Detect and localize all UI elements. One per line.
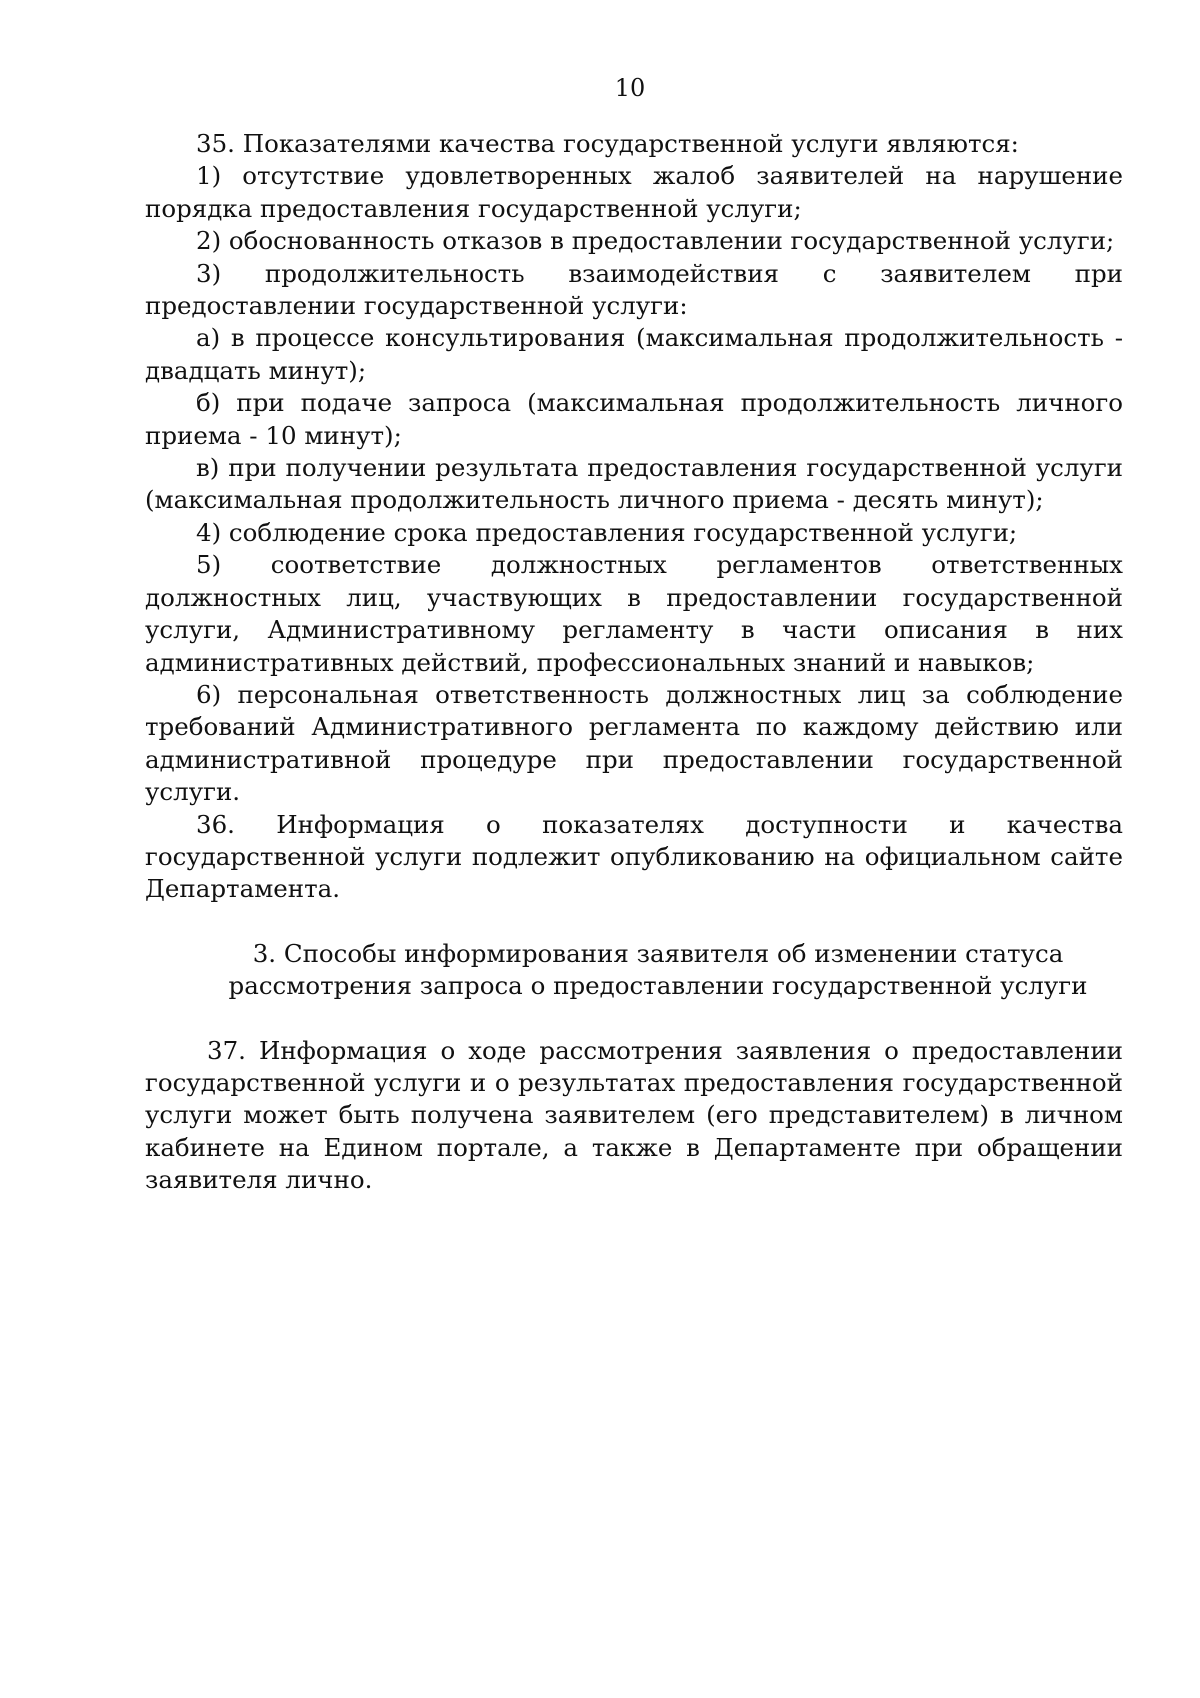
spacer bbox=[145, 906, 1123, 938]
paragraph-35-item-1: 1) отсутствие удовлетворенных жалоб заявителей на нарушение порядка предоставления государственной услуги; bbox=[145, 161, 1123, 223]
paragraph-35-item-6: 6) персональная ответственность должностных лиц за соблюдение требований Административного регламента по каждому действию или административной процедуре при предоставлении государственной услуги. bbox=[145, 679, 1123, 807]
paragraph-35-item-3v: в) при получении результата предоставления государственной услуги (максимальная продолжительность личного приема - десять минут); bbox=[145, 453, 1123, 515]
paragraph-35-item-2: 2) обоснованность отказов в предоставлении государственной услуги; bbox=[196, 226, 1115, 256]
document-body bbox=[145, 128, 1123, 1197]
page-number: 10 bbox=[614, 74, 646, 102]
paragraph-35-item-3b: б) при подаче запроса (максимальная продолжительность личного приема - 10 минут); bbox=[145, 388, 1123, 450]
section-3-title: 3. Способы информирования заявителя об изменении статуса рассмотрения запроса о предоставлении государственной услуги bbox=[228, 938, 1088, 1001]
paragraph-35-item-5: 5) соответствие должностных регламентов ответственных должностных лиц, участвующих в предоставлении государственной услуги, Административному регламенту в части описания в них административных действий, профессиональных знаний и навыков; bbox=[145, 550, 1123, 677]
paragraph-35-item-3: 3) продолжительность взаимодействия с заявителем при предоставлении государственной услуги: bbox=[145, 258, 1123, 321]
paragraph-37: 37. Информация о ходе рассмотрения заявления о предоставлении государственной услуги и о результатах предоставления государственной услуги может быть получена заявителем (его представителем) в личном кабинете на Едином портале, а также в Департаменте при обращении заявителя лично. bbox=[145, 1035, 1123, 1195]
paragraph-35-item-4: 4) соблюдение срока предоставления государственной услуги; bbox=[196, 517, 1018, 547]
spacer bbox=[145, 1003, 1123, 1035]
paragraph-35-intro: 35. Показателями качества государственной услуги являются: bbox=[196, 129, 1019, 158]
paragraph-36: 36. Информация о показателях доступности и качества государственной услуги подлежит опубликованию на официальном сайте Департамента. bbox=[145, 809, 1123, 904]
paragraph-35-item-3a: а) в процессе консультирования (максимальная продолжительность - двадцать минут); bbox=[145, 323, 1123, 385]
